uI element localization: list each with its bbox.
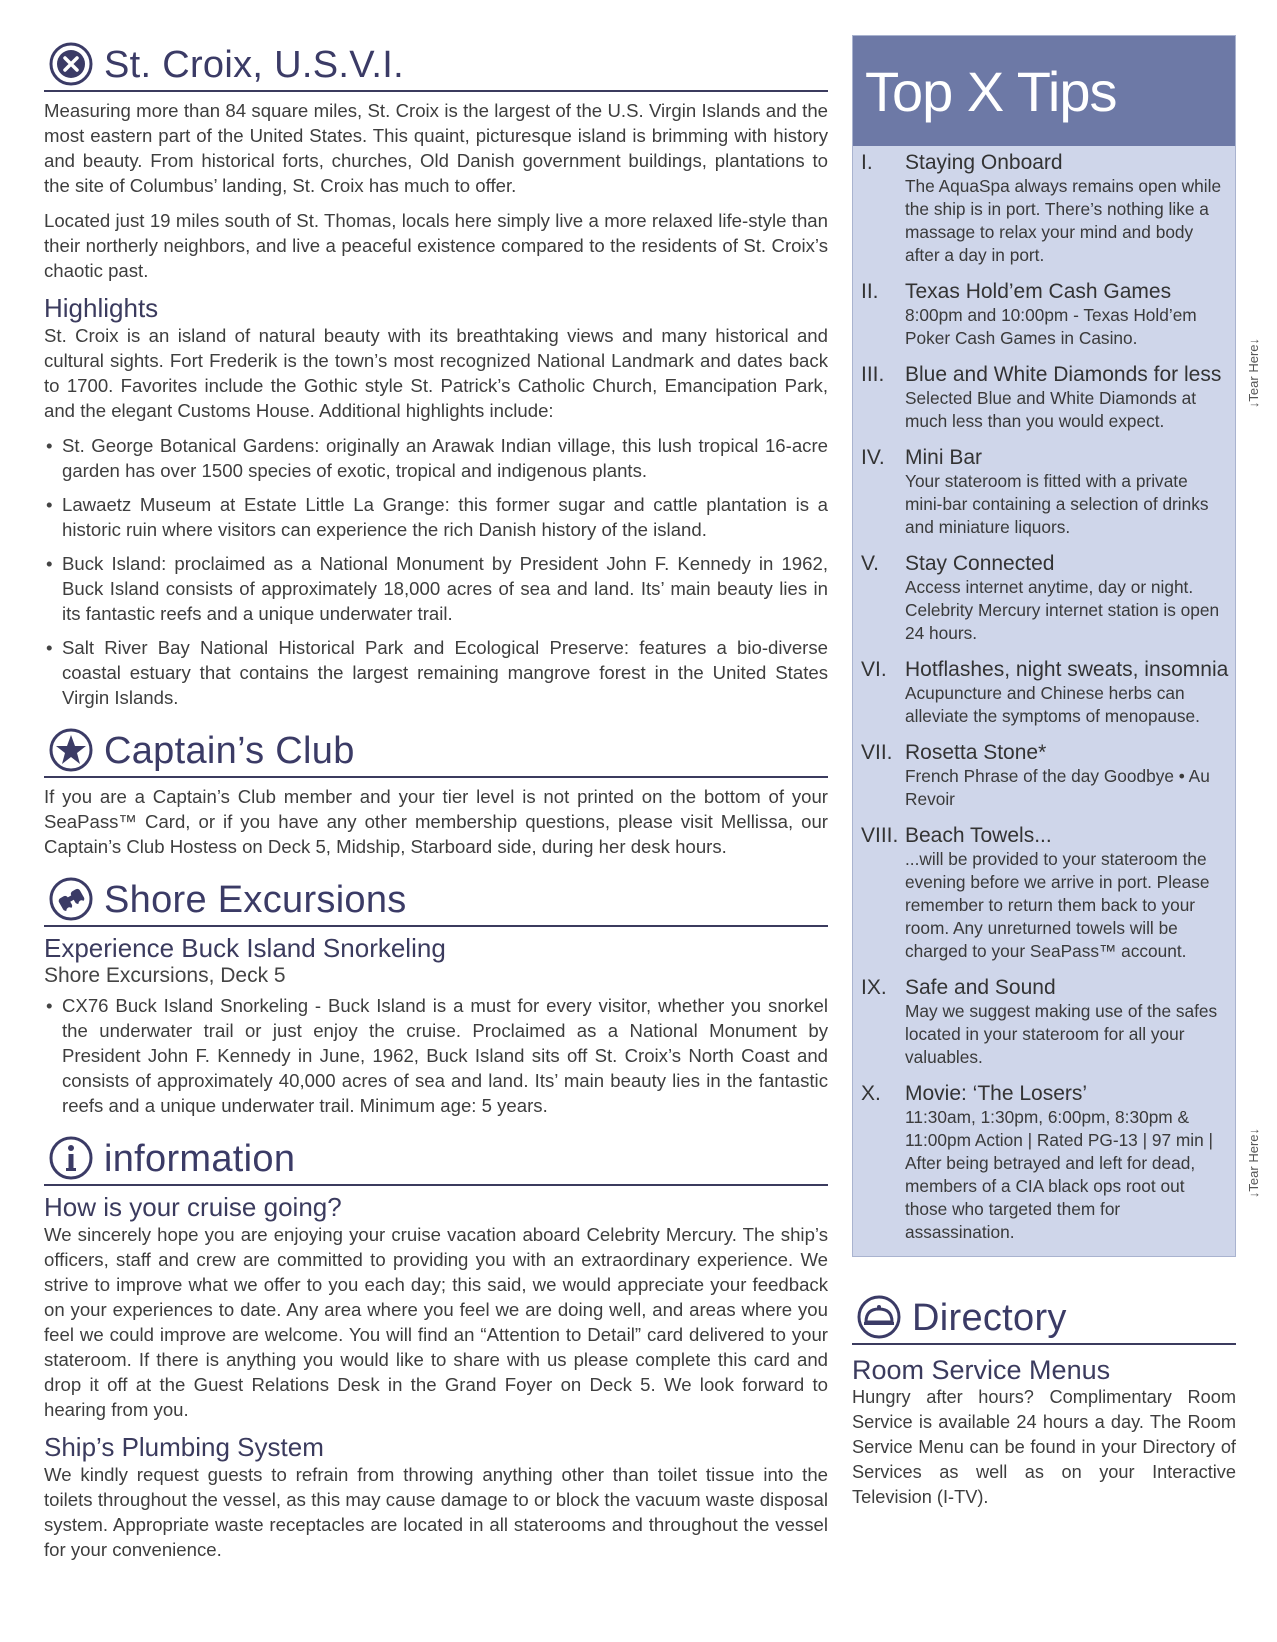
star-icon — [48, 727, 94, 773]
tip-number: III. — [861, 363, 885, 386]
tip-title: Hotflashes, night sweats, insomnia — [905, 658, 1229, 681]
tip-content — [905, 975, 1229, 1069]
st-croix-header — [44, 40, 828, 92]
tip-number: VI. — [861, 658, 887, 681]
st-croix-section — [44, 40, 828, 710]
tip-content — [905, 823, 1229, 963]
sidebar-column — [852, 35, 1236, 1520]
tip-content — [905, 740, 1229, 811]
plumbing-text: We kindly request guests to refrain from throwing anything other than toilet tissue into the toilets throughout the vessel, as this may cause damage to or block the vacuum waste disposal system. Appropriate waste receptacles are located in all staterooms and throughout the vessel for your convenience. — [44, 1464, 828, 1560]
tip-number: II. — [861, 280, 879, 303]
tip-description: Access internet anytime, day or night. Celebrity Mercury internet station is open 24 hours. — [905, 577, 1220, 643]
tip-title: Movie: ‘The Losers’ — [905, 1082, 1088, 1105]
tip-title: Mini Bar — [905, 446, 983, 469]
highlights-text: St. Croix is an island of natural beauty with its breathtaking views and many historical and cultural sights. Fort Frederik is the town’s most recognized National Landmark and dates back to 1700. Favorites include the Gothic style St. Patrick’s Catholic Church, Emancipation Park, and the elegant Customs House. Additional highlights include: — [44, 325, 828, 421]
st-croix-intro-1: Measuring more than 84 square miles, St. Croix is the largest of the U.S. Virgin Islands and the most eastern part of the United States. This quaint, picturesque island is brimming with history and beauty. From historical forts, churches, Old Danish government buildings, plantations to the site of Columbus’ landing, St. Croix has much to offer. — [44, 100, 828, 196]
captains-club-header — [44, 726, 828, 778]
tip-content — [905, 150, 1229, 267]
tip-content — [905, 657, 1229, 728]
tip-number: IV. — [861, 446, 885, 469]
tip-description: Acupuncture and Chinese herbs can alleviate the symptoms of menopause. — [905, 683, 1200, 726]
tip-content — [905, 445, 1229, 539]
tip-item — [853, 551, 1235, 645]
tip-description: Selected Blue and White Diamonds at much less than you would expect. — [905, 388, 1197, 431]
shore-list — [44, 993, 828, 1118]
top-tips-header — [853, 36, 1235, 146]
x-circle-icon — [48, 41, 94, 87]
information-title: information — [104, 1138, 296, 1180]
tip-description: The AquaSpa always remains open while the ship is in port. There’s nothing like a massage to relax your mind and body after a day in port. — [905, 176, 1222, 265]
tip-description: May we suggest making use of the safes located in your stateroom for all your valuables. — [905, 1001, 1218, 1067]
binoculars-icon — [48, 876, 94, 922]
tip-content — [905, 279, 1229, 350]
cruise-heading: How is your cruise going? — [44, 1192, 342, 1222]
info-icon — [48, 1135, 94, 1181]
tip-item — [853, 740, 1235, 811]
top-tips-box — [852, 35, 1236, 1257]
captains-club-section — [44, 726, 828, 859]
tip-description: ...will be provided to your stateroom the evening before we arrive in port. Please remember to return them back to your room. Any unreturned towels will be charged to your SeaPass™ account. — [905, 849, 1210, 961]
tip-title: Stay Connected — [905, 552, 1055, 575]
tip-item — [853, 279, 1235, 350]
tip-item — [853, 975, 1235, 1069]
tip-number: VIII. — [861, 824, 899, 847]
main-column — [44, 40, 828, 1572]
tip-item — [853, 445, 1235, 539]
tip-number: I. — [861, 151, 873, 174]
tip-item — [853, 657, 1235, 728]
list-item: • Lawaetz Museum at Estate Little La Grange: this former sugar and cattle plantation is a historic ruin where visitors can experience the rich Danish history of the island. — [44, 492, 828, 542]
list-item: • CX76 Buck Island Snorkeling - Buck Island is a must for every visitor, whether you snorkel the underwater trail or just enjoy the cruise. Proclaimed as a National Monument by President John F. Kennedy in June, 1962, Buck Island sits off St. Croix’s North Coast and consists of approximately 40,000 acres of sea and land. Its’ main beauty lies in the fantastic reefs and a unique underwater trail. Minimum age: 5 years. — [44, 993, 828, 1118]
cruise-text: We sincerely hope you are enjoying your cruise vacation aboard Celebrity Mercury. The ship’s officers, staff and crew are committed to providing you with an extraordinary experience. We strive to improve what we offer to you each day; this said, we would appreciate your feedback on your experiences to date. Any area where you feel we are doing well, and areas where you feel we could improve are welcome. You will find an “Attention to Detail” card delivered to your stateroom. If there is anything you would like to share with us please complete this card and drop it off at the Guest Relations Desk in the Grand Foyer on Deck 5. We look forward to hearing from you. — [44, 1224, 828, 1420]
tip-number: VII. — [861, 741, 893, 764]
tip-title: Beach Towels... — [905, 824, 1052, 847]
information-section — [44, 1134, 828, 1562]
captains-club-title: Captain’s Club — [104, 730, 355, 772]
tip-title: Safe and Sound — [905, 976, 1056, 999]
tips-list — [853, 150, 1235, 1244]
directory-title: Directory — [912, 1297, 1067, 1339]
information-header — [44, 1134, 828, 1186]
tip-content — [905, 1081, 1229, 1244]
shore-excursions-header — [44, 875, 828, 927]
list-item: • Salt River Bay National Historical Park and Ecological Preserve: features a bio-diverse coastal estuary that contains the largest remaining mangrove forest in the United States Virgin Islands. — [44, 635, 828, 710]
captains-club-text: If you are a Captain’s Club member and your tier level is not printed on the bottom of your SeaPass™ Card, or if you have any other membership questions, please visit Mellissa, our Captain’s Club Hostess on Deck 5, Midship, Starboard side, during her desk hours. — [44, 786, 828, 857]
tear-here-label-bottom: ↓Tear Here↓ — [1246, 1128, 1261, 1199]
tear-here-label-top: ↓Tear Here↓ — [1246, 338, 1261, 409]
tip-item — [853, 362, 1235, 433]
room-service-text: Hungry after hours? Complimentary Room Service is available 24 hours a day. The Room Service Menu can be found in your Directory of Services as well as on your Interactive Television (I-TV). — [852, 1387, 1236, 1507]
tip-number: V. — [861, 552, 879, 575]
shore-location: Shore Excursions, Deck 5 — [44, 964, 286, 987]
tip-number: X. — [861, 1082, 881, 1105]
tip-content — [905, 362, 1229, 433]
tip-description: 11:30am, 1:30pm, 6:00pm, 8:30pm & 11:00pm Action | Rated PG-13 | 97 min | After being betrayed and left for dead, members of a CIA black ops root out those who targeted them for assassination. — [905, 1107, 1214, 1242]
st-croix-intro-2: Located just 19 miles south of St. Thomas, locals here simply live a more relaxed life-style than their northerly neighbors, and live a peaceful existence compared to the residents of St. Croix’s chaotic past. — [44, 210, 828, 281]
plumbing-heading: Ship’s Plumbing System — [44, 1432, 324, 1462]
tip-title: Rosetta Stone* — [905, 741, 1047, 764]
tip-description: 8:00pm and 10:00pm - Texas Hold’em Poker Cash Games in Casino. — [905, 305, 1197, 348]
room-service-heading: Room Service Menus — [852, 1355, 1111, 1385]
tip-item — [853, 823, 1235, 963]
shore-subheading: Experience Buck Island Snorkeling — [44, 933, 446, 963]
top-tips-title: Top X Tips — [865, 59, 1117, 123]
tip-content — [905, 551, 1229, 645]
shore-excursions-title: Shore Excursions — [104, 879, 407, 921]
room-service-icon — [856, 1294, 902, 1340]
tip-description: French Phrase of the day Goodbye • Au Revoir — [905, 766, 1210, 809]
list-item: • St. George Botanical Gardens: originally an Arawak Indian village, this lush tropical 16-acre garden has over 1500 species of exotic, tropical and indigenous plants. — [44, 433, 828, 483]
tip-title: Blue and White Diamonds for less — [905, 363, 1222, 386]
tip-title: Texas Hold’em Cash Games — [905, 280, 1172, 303]
tip-item — [853, 150, 1235, 267]
tip-title: Staying Onboard — [905, 151, 1063, 174]
tip-number: IX. — [861, 976, 887, 999]
list-item: • Buck Island: proclaimed as a National Monument by President John F. Kennedy in 1962, Buck Island consists of approximately 18,000 acres of sea and land. Its’ main beauty lies in its fantastic reefs and a unique underwater trail. — [44, 551, 828, 626]
tip-description: Your stateroom is fitted with a private mini-bar containing a selection of drinks and miniature liquors. — [905, 471, 1209, 537]
tip-item — [853, 1081, 1235, 1244]
shore-excursions-section — [44, 875, 828, 1118]
st-croix-title: St. Croix, U.S.V.I. — [104, 44, 404, 86]
directory-section — [852, 1293, 1236, 1510]
highlights-list — [44, 433, 828, 710]
directory-header — [852, 1293, 1236, 1345]
highlights-heading: Highlights — [44, 293, 159, 323]
